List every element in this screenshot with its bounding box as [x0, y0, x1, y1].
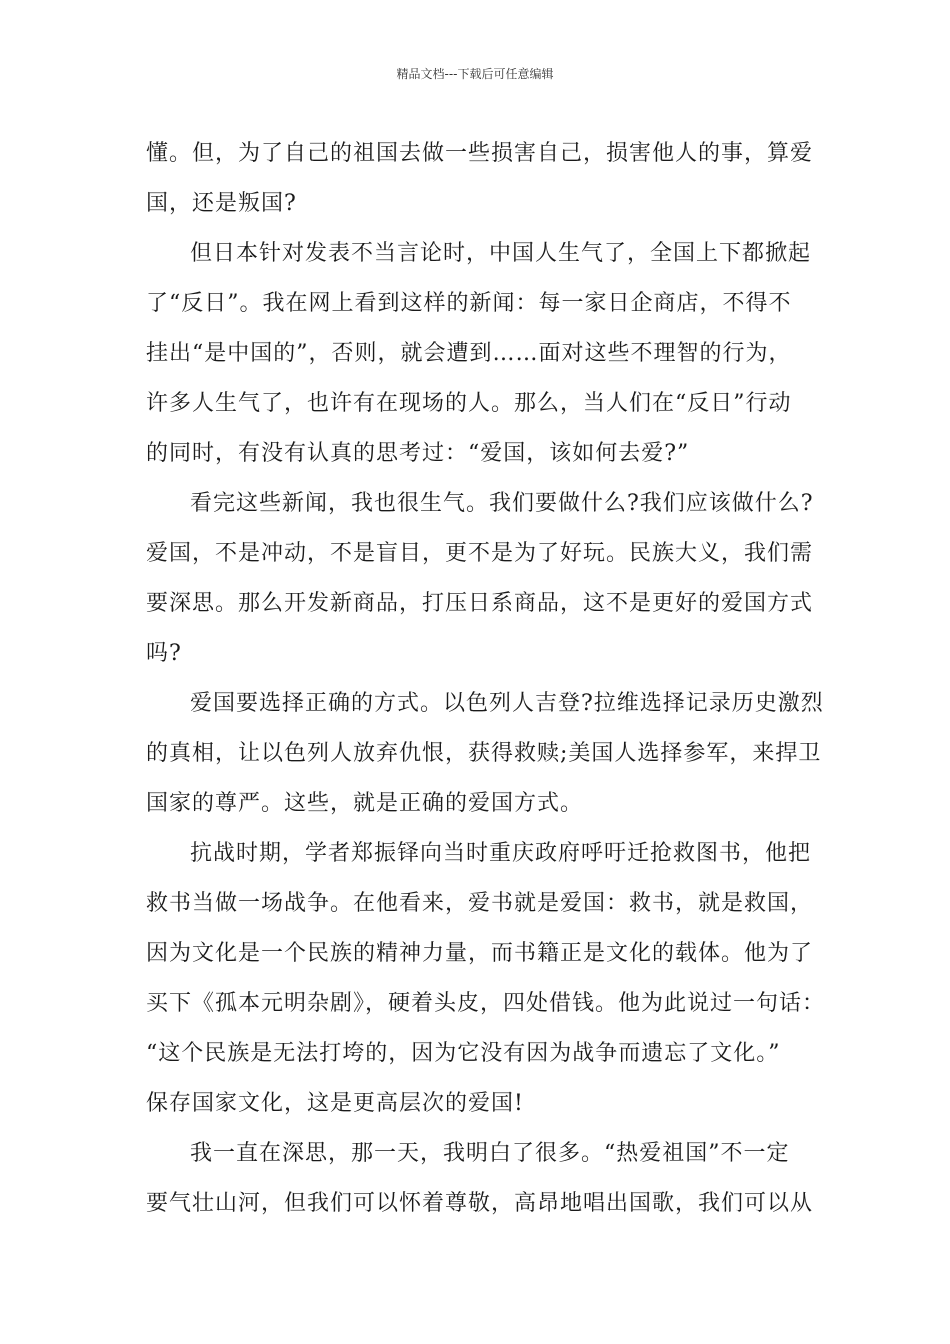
text-line: 但日本针对发表不当言论时，中国人生气了，全国上下都掀起: [190, 241, 812, 266]
text-line: 国家的尊严。这些，就是正确的爱国方式。: [146, 791, 584, 816]
text-line: 救书当做一场战争。在他看来，爱书就是爱国：救书，就是救国，: [146, 891, 814, 916]
text-line: 吗?: [146, 641, 182, 666]
text-line: 保存国家文化，这是更高层次的爱国!: [146, 1091, 524, 1116]
text-line: 国，还是叛国?: [146, 191, 297, 216]
text-line: 许多人生气了，也许有在现场的人。那么，当人们在“反日”行动: [146, 391, 792, 416]
text-line: 看完这些新闻，我也很生气。我们要做什么?我们应该做什么?: [190, 491, 814, 516]
text-line: 要气壮山河，但我们可以怀着尊敬，高昂地唱出国歌，我们可以从: [146, 1191, 814, 1216]
text-line: 了“反日”。我在网上看到这样的新闻：每一家日企商店，不得不: [146, 291, 792, 316]
page-header: 精品文档---下载后可任意编辑: [396, 67, 554, 81]
paragraph: [146, 129, 814, 229]
document-body: [146, 129, 826, 1229]
text-line: 要深思。那么开发新商品，打压日系商品，这不是更好的爱国方式: [146, 591, 814, 616]
text-line: “这个民族是无法打垮的，因为它没有因为战争而遗忘了文化。”: [146, 1041, 781, 1066]
text-line: 因为文化是一个民族的精神力量，而书籍正是文化的载体。他为了: [146, 941, 814, 966]
text-line: 的同时，有没有认真的思考过：“爱国，该如何去爱?”: [146, 441, 690, 466]
paragraph: [146, 479, 814, 679]
text-line: 爱国，不是冲动，不是盲目，更不是为了好玩。民族大义，我们需: [146, 541, 814, 566]
paragraph: [146, 679, 824, 829]
paragraph: [146, 1129, 814, 1229]
text-line: 买下《孤本元明杂剧》，硬着头皮，四处借钱。他为此说过一句话：: [146, 991, 826, 1016]
text-line: 我一直在深思，那一天，我明白了很多。“热爱祖国”不一定: [190, 1141, 790, 1166]
text-line: 爱国要选择正确的方式。以色列人吉登?拉维选择记录历史激烈: [190, 691, 824, 716]
text-line: 挂出“是中国的”，否则，就会遭到……面对这些不理智的行为，: [146, 341, 792, 366]
text-line: 的真相，让以色列人放弃仇恨，获得救赎;美国人选择参军，来捍卫: [146, 741, 822, 766]
paragraph: [146, 829, 826, 1129]
text-line: 懂。但，为了自己的祖国去做一些损害自己，损害他人的事，算爱: [146, 141, 814, 166]
text-line: 抗战时期，学者郑振铎向当时重庆政府呼吁迁抢救图书，他把: [190, 841, 812, 866]
paragraph: [146, 229, 812, 479]
